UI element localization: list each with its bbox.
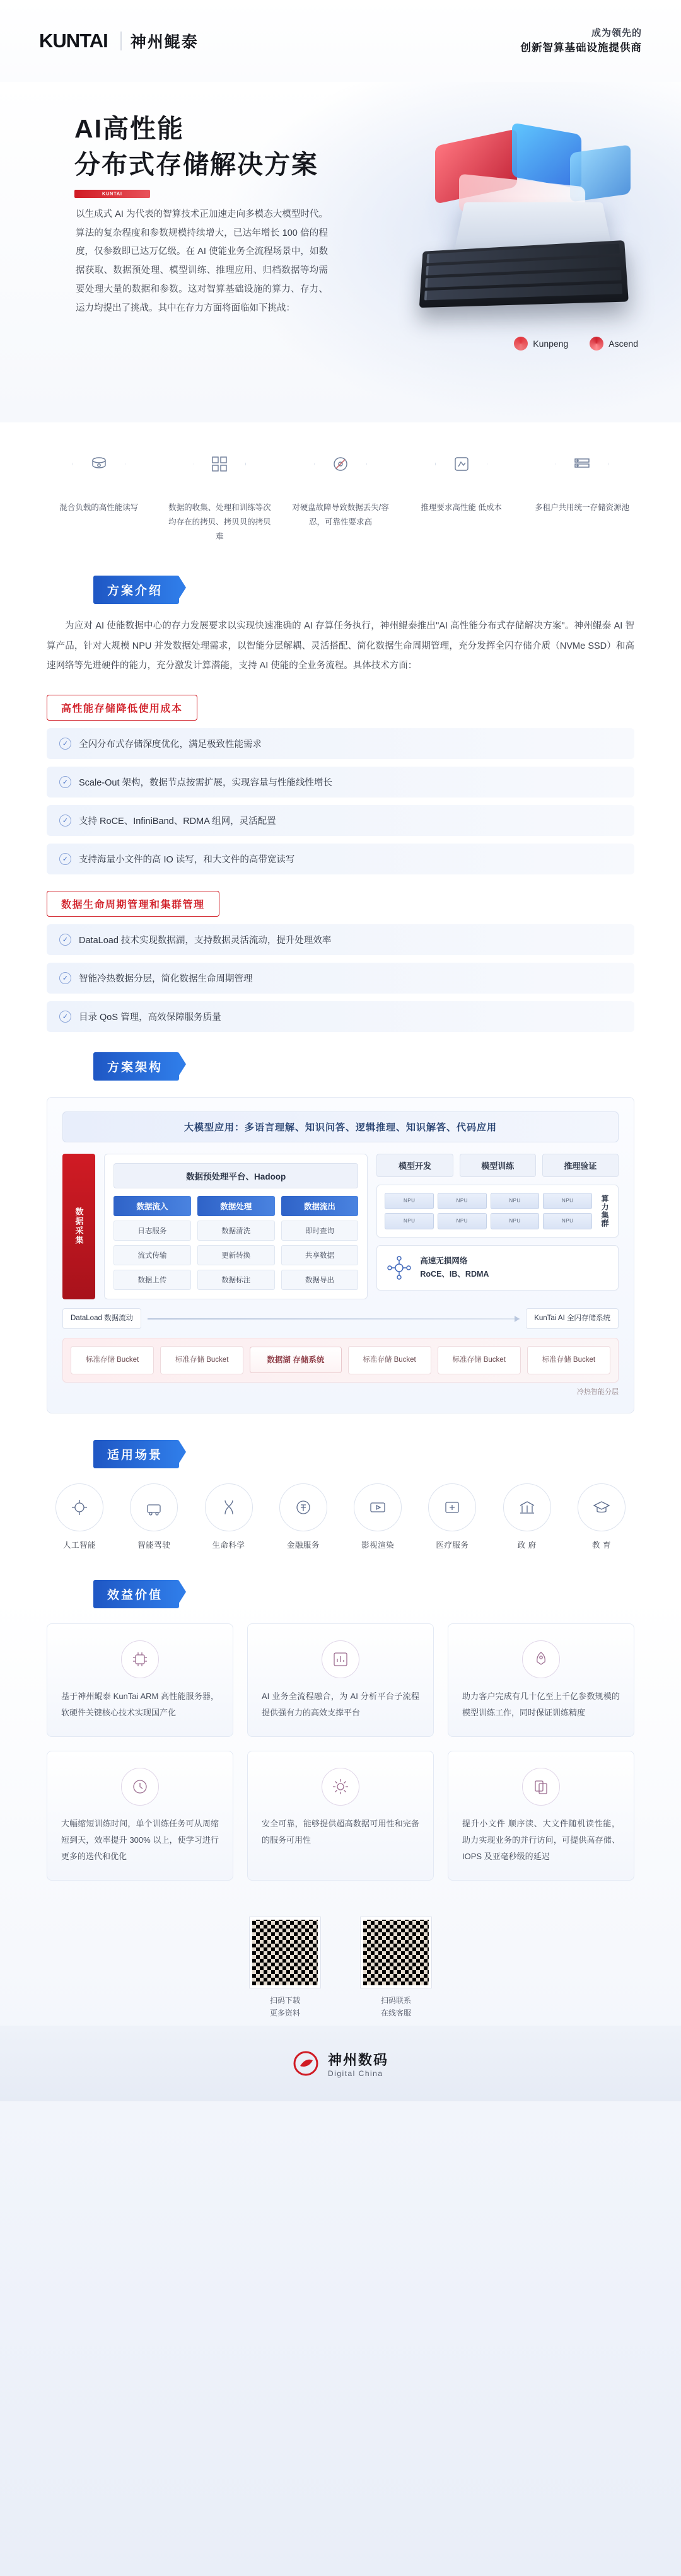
- ascend-icon: [590, 337, 603, 351]
- scenario-label: 影视渲染: [361, 1540, 395, 1550]
- rocket-icon: [522, 1640, 560, 1678]
- npu-chip-icon: NPU: [385, 1213, 434, 1229]
- disk-failure-icon: [314, 438, 367, 490]
- feature-item: [47, 805, 634, 836]
- feature-item-text: DataLoad 技术实现数据湖，支持数据灵活流动，提升处理效率: [79, 935, 332, 946]
- feature-group-lifecycle: [47, 891, 634, 1032]
- header-slogan: [521, 26, 643, 57]
- chip-icon: [121, 1640, 159, 1678]
- kuntai-storage-label: KunTai AI 全闪存储系统: [526, 1308, 619, 1329]
- pipeline-cell: 日志服务: [114, 1221, 191, 1241]
- feature-item: [47, 844, 634, 874]
- clock-icon: [121, 1768, 159, 1806]
- pipeline-header: 数据处理: [197, 1196, 275, 1216]
- qr-download-line2: 更多资料: [269, 2008, 300, 2017]
- challenge-text: 对硬盘故障导致数据丢失/容忍，可靠性要求高: [292, 503, 389, 527]
- benefit-text: 提升小文件 顺序读、大文件随机读性能，助力实现业务的并行访问，可提供高存储、IOPS 及亚毫秒级的延迟: [462, 1818, 620, 1861]
- compute-cluster: [376, 1185, 619, 1238]
- feature-group-performance: [47, 695, 634, 874]
- scenario-item: [271, 1483, 336, 1551]
- scenario-item: [419, 1483, 485, 1551]
- feature-item-text: 全闪分布式存储深度优化，满足极致性能需求: [79, 739, 262, 750]
- scenario-item: [196, 1483, 262, 1551]
- qr-download-line1: 扫码下载: [269, 1995, 300, 2005]
- network-icon: [386, 1255, 412, 1281]
- kunpeng-icon: [514, 337, 528, 351]
- storage-bucket: 标准存储 Bucket: [527, 1346, 610, 1374]
- dataload-arrow-icon: [148, 1318, 520, 1320]
- arch-section-header: [0, 1048, 681, 1093]
- arch-platform-title: 数据预处理平台、Hadoop: [114, 1163, 358, 1188]
- scenario-label: 金融服务: [286, 1540, 320, 1550]
- inference-icon: [435, 438, 488, 490]
- government-icon: [503, 1483, 551, 1531]
- multi-tenant-icon: [556, 438, 608, 490]
- cold-hot-note: 冷热智能分层: [577, 1388, 619, 1396]
- benefit-text: 助力客户完成有几十亿至上千亿参数规模的模型训练工作，同时保证训练精度: [462, 1691, 620, 1717]
- benefit-card: [247, 1623, 434, 1737]
- partner-ascend-label: Ascend: [608, 339, 638, 349]
- feature-group-title: 高性能存储降低使用成本: [47, 695, 197, 721]
- education-icon: [578, 1483, 626, 1531]
- media-icon: [354, 1483, 402, 1531]
- challenge-text: 推理要求高性能 低成本: [421, 503, 502, 512]
- finance-icon: [279, 1483, 327, 1531]
- pipeline-header: 数据流入: [114, 1196, 191, 1216]
- hero-section: [0, 82, 681, 422]
- benefit-grid: [47, 1623, 634, 1881]
- section-title-architecture: 方案架构: [93, 1052, 179, 1081]
- feature-item: [47, 963, 634, 994]
- qr-block-support[interactable]: [361, 1917, 431, 2020]
- challenge-item: [168, 438, 272, 544]
- brand-mark-text: KUNTAI: [39, 30, 108, 52]
- scenario-item: [569, 1483, 634, 1551]
- footer-brand-text: [328, 2050, 388, 2078]
- partner-ascend: [590, 337, 638, 351]
- life-science-icon: [205, 1483, 253, 1531]
- benefit-card: [247, 1751, 434, 1881]
- check-icon: ✓: [59, 972, 71, 984]
- benefit-card: [47, 1751, 233, 1881]
- check-icon: ✓: [59, 1011, 71, 1023]
- benefit-text: 安全可靠，能够提供超高数据可用性和完备的服务可用性: [262, 1818, 419, 1845]
- benefit-section-header: [0, 1576, 681, 1621]
- challenge-text: 多租户共用统一存储资源池: [535, 503, 630, 512]
- scenario-label: 政 府: [517, 1540, 537, 1550]
- arch-pipeline: [114, 1196, 358, 1290]
- server-rack-icon: [419, 240, 629, 308]
- check-icon: ✓: [59, 815, 71, 827]
- scenario-item: [47, 1483, 112, 1551]
- scenario-label: 生命科学: [212, 1540, 245, 1550]
- page-footer: [0, 2026, 681, 2101]
- npu-chip-icon: NPU: [438, 1213, 487, 1229]
- scenario-item: [121, 1483, 187, 1551]
- challenge-item: [409, 438, 514, 544]
- data-lake-block: 数据湖 存储系统: [250, 1347, 341, 1373]
- pipeline-cell: 数据清洗: [197, 1221, 275, 1241]
- partner-kunpeng-label: Kunpeng: [533, 339, 569, 349]
- feature-item-text: 目录 QoS 管理，高效保障服务质量: [79, 1012, 221, 1023]
- qr-support-line1: 扫码联系: [380, 1995, 411, 2005]
- challenge-text: 数据的收集、处理和训练等次均存在的拷贝、拷贝贝的拷贝难: [168, 503, 271, 542]
- challenge-item: [288, 438, 393, 544]
- arch-compute-block: [376, 1154, 619, 1299]
- model-stage: 模型训练: [460, 1154, 536, 1177]
- dataload-row: [62, 1308, 619, 1329]
- brand-mark: [39, 30, 112, 52]
- npu-chip-grid: [385, 1193, 592, 1229]
- pipeline-cell: 即时查询: [281, 1221, 359, 1241]
- scenario-label: 智能驾驶: [137, 1540, 171, 1550]
- pipeline-column: [197, 1196, 275, 1290]
- feature-group-title: 数据生命周期管理和集群管理: [47, 891, 219, 917]
- qr-support-line2: 在线客服: [380, 2008, 411, 2017]
- model-stage-headers: [376, 1154, 619, 1177]
- check-icon: ✓: [59, 934, 71, 946]
- scenario-label: 教 育: [591, 1540, 611, 1550]
- model-stage: 模型开发: [376, 1154, 453, 1177]
- network-text: [420, 1255, 489, 1282]
- pipeline-cell: 数据上传: [114, 1270, 191, 1290]
- storage-bucket: 标准存储 Bucket: [348, 1346, 431, 1374]
- stacked-disks-icon: [73, 438, 125, 490]
- ai-icon: [55, 1483, 103, 1531]
- scenario-section-header: [0, 1436, 681, 1481]
- benefit-card: [448, 1623, 634, 1737]
- network-subtitle: RoCE、IB、RDMA: [420, 1270, 489, 1279]
- intro-section-header: [0, 572, 681, 617]
- feature-item: [47, 924, 634, 955]
- benefit-card: [448, 1751, 634, 1881]
- hero-underline-badge: [74, 190, 150, 198]
- slogan-line-1: 成为领先的: [591, 27, 642, 38]
- intro-paragraph: 为应对 AI 使能数据中心的存力发展要求以实现快速准确的 AI 存算任务执行，神州鲲泰推出"AI 高性能分布式存储解决方案"。神州鲲泰 AI 智算产品，针对大规模 NPU 并发数据处理需求，以智能分层解耦、灵活搭配、简化数据生命周期管理，充分发挥全闪存储介质（NVMe SSD）和高速网络等先进硬件的能力，充分激发计算潜能，支持 AI 使能的全业务流程。具体技术方面：: [47, 621, 634, 671]
- hero-title-block: [74, 111, 364, 198]
- arch-main-row: [62, 1154, 619, 1299]
- benefit-text: 基于神州鲲泰 KunTai ARM 高性能服务器，软硬件关键核心技术实现国产化: [61, 1691, 219, 1717]
- pipeline-column: [281, 1196, 359, 1290]
- pipeline-cell: 数据导出: [281, 1270, 359, 1290]
- brand-logo: [39, 30, 199, 52]
- feature-item: [47, 767, 634, 798]
- chart-icon: [322, 1640, 359, 1678]
- hero-description: 以生成式 AI 为代表的智算技术正加速走向多模态大模型时代。算法的复杂程度和参数规模持续增大，已达年增长 100 倍的程度，仅参数即已达万亿级。在 AI 使能业务全流程场景中，如数据获取、数据预处理、模型训练、推理应用、归档数据等均需要处理大量的数据和参数。这对智算基础设施的算力、存力、运力均提出了挑战。其中在存力方面将面临如下挑战：: [76, 209, 328, 313]
- npu-chip-icon: NPU: [543, 1213, 592, 1229]
- section-title-intro: 方案介绍: [93, 576, 179, 604]
- feature-item-text: 智能冷热数据分层，简化数据生命周期管理: [79, 973, 253, 984]
- benefit-text: AI 业务全流程融合，为 AI 分析平台子流程提供强有力的高效支撑平台: [262, 1691, 419, 1717]
- brand-name-cn: 神州鲲泰: [130, 33, 199, 51]
- pipeline-cell: 数据标注: [197, 1270, 275, 1290]
- page-header: [0, 0, 681, 82]
- scenario-label: 人工智能: [62, 1540, 96, 1550]
- challenge-text: 混合负载的高性能读写: [59, 503, 139, 512]
- feature-item-text: 支持 RoCE、InfiniBand、RDMA 组网，灵活配置: [79, 816, 276, 827]
- npu-chip-icon: NPU: [543, 1193, 592, 1209]
- hero-title-line-2: 分布式存储解决方案: [74, 149, 318, 179]
- brand-divider: [120, 32, 122, 50]
- scenario-list: [47, 1483, 634, 1551]
- section-title-benefits: 效益价值: [93, 1580, 179, 1608]
- partner-kunpeng: [514, 337, 568, 351]
- check-icon: ✓: [59, 738, 71, 750]
- challenge-item: [47, 438, 151, 544]
- pipeline-column: [114, 1196, 191, 1290]
- pipeline-cell: 更新转换: [197, 1245, 275, 1265]
- check-icon: ✓: [59, 853, 71, 865]
- scenario-item: [494, 1483, 560, 1551]
- scenario-item: [345, 1483, 410, 1551]
- network-block: [376, 1245, 619, 1291]
- pipeline-cell: 共享数据: [281, 1245, 359, 1265]
- challenge-item: [530, 438, 634, 544]
- benefit-card: [47, 1623, 233, 1737]
- feature-item-text: 支持海量小文件的高 IO 读写，和大文件的高带宽读写: [79, 854, 295, 865]
- qr-code-download-icon[interactable]: [250, 1917, 320, 1988]
- pipeline-header: 数据流出: [281, 1196, 359, 1216]
- arch-top-banner: 大模型应用：多语言理解、知识问答、逻辑推理、知识解答、代码应用: [62, 1111, 619, 1142]
- npu-chip-icon: NPU: [438, 1193, 487, 1209]
- medical-icon: [428, 1483, 476, 1531]
- footer-name-cn: 神州数码: [327, 2051, 388, 2068]
- scenario-label: 医疗服务: [436, 1540, 469, 1550]
- npu-chip-icon: NPU: [385, 1193, 434, 1209]
- hero-illustration: [399, 115, 663, 323]
- gear-icon: [322, 1768, 359, 1806]
- network-title: 高速无损网络: [420, 1256, 468, 1265]
- storage-bucket: 标准存储 Bucket: [71, 1346, 154, 1374]
- files-icon: [522, 1768, 560, 1806]
- slogan-line-2: 创新智算基础设施提供商: [520, 42, 642, 54]
- storage-bucket-row: [62, 1338, 619, 1382]
- feature-item: [47, 728, 634, 759]
- data-blocks-icon: [193, 438, 246, 490]
- digital-china-logo-icon: [293, 2050, 319, 2077]
- model-stage: 推理验证: [542, 1154, 619, 1177]
- storage-bucket: 标准存储 Bucket: [438, 1346, 521, 1374]
- qr-code-support-icon[interactable]: [361, 1917, 431, 1988]
- partner-logos: [514, 337, 638, 351]
- section-title-scenarios: 适用场景: [93, 1440, 179, 1468]
- check-icon: ✓: [59, 776, 71, 788]
- storage-bucket: 标准存储 Bucket: [160, 1346, 243, 1374]
- npu-chip-icon: NPU: [491, 1213, 540, 1229]
- challenge-list: [0, 422, 681, 572]
- footer-name-en: Digital China: [327, 2068, 383, 2078]
- arch-data-collection-tab: 数据采集: [62, 1154, 95, 1299]
- qr-area: [0, 1906, 681, 2026]
- benefit-text: 大幅缩短训练时间，单个训练任务可从周缩短到天，效率提升 300% 以上，使学习进行更多的迭代和优化: [61, 1818, 219, 1861]
- npu-chip-icon: NPU: [491, 1193, 540, 1209]
- architecture-diagram: [47, 1097, 634, 1413]
- hero-title-line-1: AI高性能: [74, 114, 184, 143]
- feature-item: [47, 1001, 634, 1032]
- qr-block-download[interactable]: [250, 1917, 320, 2020]
- smart-factory-icon: [130, 1483, 178, 1531]
- compute-cluster-label: 算力集群: [600, 1194, 609, 1227]
- arch-platform-block: [104, 1154, 368, 1299]
- pipeline-cell: 流式传输: [114, 1245, 191, 1265]
- dataload-chip: DataLoad 数据流动: [62, 1308, 141, 1329]
- feature-item-text: Scale-Out 架构，数据节点按需扩展，实现容量与性能线性增长: [79, 777, 332, 788]
